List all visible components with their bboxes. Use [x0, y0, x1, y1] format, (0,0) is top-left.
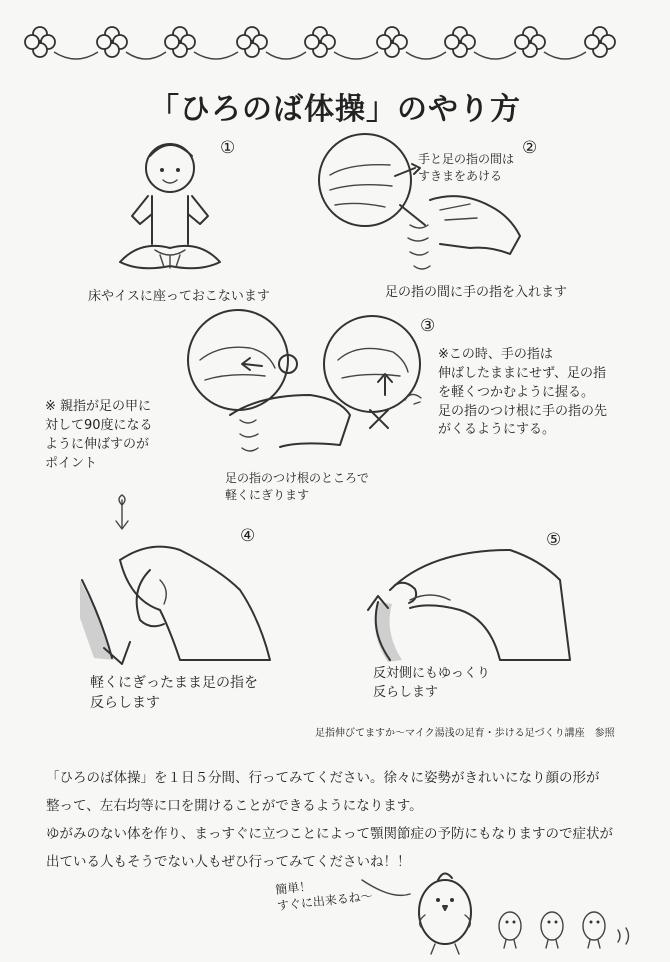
description-line-3: ゆがみのない体を作り、まっすぐに立つことによって顎関節症の予防にもなりますので症状が — [46, 826, 613, 842]
step-4-number: ④ — [240, 526, 256, 546]
reference-credit: 足指伸びてますか～マイク湯浅の足育・歩ける足づくり講座 参照 — [315, 728, 615, 739]
step-2-number: ② — [522, 138, 538, 158]
step-1-caption: 床やイスに座っておこないます — [88, 289, 270, 304]
step-1-number: ① — [220, 138, 236, 158]
description-line-1: 「ひろのば体操」を１日５分間、行ってみてください。徐々に姿勢がきれいになり顔の形が — [46, 770, 600, 786]
step-2-caption: 足の指の間に手の指を入れます — [385, 285, 568, 300]
step-3-note-left: ※ 親指が足の甲に 対して90度になる ように伸ばすのが ポイント — [45, 399, 153, 471]
chick-speech: 簡単！ すぐに出来るね～ — [274, 879, 374, 913]
step-3-note-right: ※この時、手の指は 伸ばしたままにせず、足の指 を軽くつかむように握る。 足の指のつけ根に手の指の先 がくるようにする。 — [438, 347, 608, 438]
step-3-number: ③ — [420, 316, 436, 336]
step-3-caption: 足の指のつけ根のところで 軽くにぎります — [225, 471, 369, 503]
page-title: 「ひろのば体操」のやり方 — [149, 92, 521, 127]
step-4-caption: 軽くにぎったまま足の指を 反らします — [90, 675, 258, 712]
step-5-caption: 反対側にもゆっくり 反らします — [373, 666, 490, 700]
step-5-number: ⑤ — [546, 530, 562, 550]
description-line-2: 整って、左右均等に口を開けることができるようになります。 — [46, 798, 423, 814]
description-line-4: 出ている人もそうでない人もぜひ行ってみてくださいね！！ — [46, 854, 411, 870]
step-2-note: 手と足の指の間は すきまをあける — [418, 152, 515, 184]
